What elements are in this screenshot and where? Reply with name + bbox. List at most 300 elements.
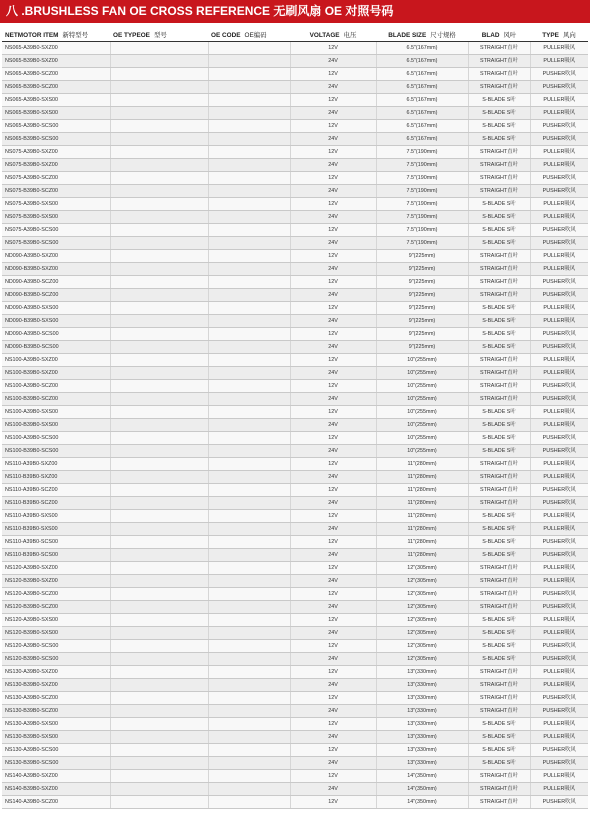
- cell-netmotor-item: NS100-A39B0-SCS00: [2, 432, 110, 445]
- cell-type: PUSHER吹风: [530, 601, 588, 614]
- cell-oe-type: [110, 263, 208, 276]
- cell-netmotor-item: NS130-A39B0-SXS00: [2, 718, 110, 731]
- cell-voltage: 12V: [290, 770, 376, 783]
- table-row: [2, 562, 588, 575]
- cell-voltage: 24V: [290, 471, 376, 484]
- cross-reference-table-wrapper: [2, 27, 588, 809]
- cell-oe-type: [110, 185, 208, 198]
- cell-type: PUSHER吹风: [530, 796, 588, 809]
- cell-blade: S-BLADE S叶: [468, 237, 530, 250]
- table-row: [2, 133, 588, 146]
- cell-blade-size: 12"(305mm): [376, 614, 468, 627]
- cell-oe-code: [208, 328, 290, 341]
- cell-blade: STRAIGHT直叶: [468, 185, 530, 198]
- cell-voltage: 12V: [290, 276, 376, 289]
- cell-type: PUSHER吹风: [530, 640, 588, 653]
- cell-netmotor-item: NS100-B39B0-SCS00: [2, 445, 110, 458]
- cell-type: PULLER吸风: [530, 458, 588, 471]
- cell-type: PULLER吸风: [530, 146, 588, 159]
- cell-blade-size: 10"(255mm): [376, 393, 468, 406]
- cell-oe-code: [208, 302, 290, 315]
- cell-voltage: 24V: [290, 601, 376, 614]
- cell-type: PUSHER吹风: [530, 185, 588, 198]
- cell-oe-code: [208, 354, 290, 367]
- cell-oe-code: [208, 185, 290, 198]
- cell-blade: S-BLADE S叶: [468, 198, 530, 211]
- cell-oe-type: [110, 497, 208, 510]
- cell-netmotor-item: NS100-A39B0-SXZ00: [2, 354, 110, 367]
- cell-voltage: 12V: [290, 354, 376, 367]
- cell-oe-code: [208, 588, 290, 601]
- cell-blade: S-BLADE S叶: [468, 536, 530, 549]
- cell-oe-code: [208, 211, 290, 224]
- cell-voltage: 12V: [290, 42, 376, 55]
- cell-type: PUSHER吹风: [530, 68, 588, 81]
- cell-oe-code: [208, 237, 290, 250]
- cell-blade-size: 7.5"(190mm): [376, 159, 468, 172]
- cell-blade: S-BLADE S叶: [468, 653, 530, 666]
- cell-blade-size: 12"(305mm): [376, 653, 468, 666]
- table-body: [2, 42, 588, 809]
- cell-oe-code: [208, 172, 290, 185]
- cell-type: PULLER吸风: [530, 55, 588, 68]
- cell-blade: STRAIGHT直叶: [468, 705, 530, 718]
- cell-oe-code: [208, 770, 290, 783]
- cell-netmotor-item: NS120-B39B0-SXZ00: [2, 575, 110, 588]
- cell-voltage: 24V: [290, 185, 376, 198]
- table-row: [2, 211, 588, 224]
- header-voltage: VOLTAGE 电压: [290, 27, 376, 42]
- table-row: [2, 653, 588, 666]
- cell-voltage: 24V: [290, 445, 376, 458]
- table-row: [2, 497, 588, 510]
- table-row: [2, 198, 588, 211]
- cell-oe-code: [208, 263, 290, 276]
- cell-oe-code: [208, 679, 290, 692]
- cell-type: PULLER吸风: [530, 198, 588, 211]
- cell-netmotor-item: NS100-A39B0-SCZ00: [2, 380, 110, 393]
- cell-netmotor-item: NS140-B39B0-SXZ00: [2, 783, 110, 796]
- cell-oe-type: [110, 42, 208, 55]
- cell-blade: S-BLADE S叶: [468, 224, 530, 237]
- cell-blade-size: 13"(330mm): [376, 718, 468, 731]
- cell-voltage: 24V: [290, 523, 376, 536]
- cell-oe-code: [208, 523, 290, 536]
- cell-blade: STRAIGHT直叶: [468, 601, 530, 614]
- cell-voltage: 12V: [290, 380, 376, 393]
- cell-voltage: 12V: [290, 250, 376, 263]
- cell-blade-size: 12"(305mm): [376, 640, 468, 653]
- table-row: [2, 159, 588, 172]
- cell-oe-type: [110, 250, 208, 263]
- cell-oe-type: [110, 133, 208, 146]
- cell-type: PULLER吸风: [530, 159, 588, 172]
- cell-type: PULLER吸风: [530, 107, 588, 120]
- cell-blade-size: 6.5"(167mm): [376, 42, 468, 55]
- cell-blade: S-BLADE S叶: [468, 718, 530, 731]
- table-row: [2, 341, 588, 354]
- cell-blade: S-BLADE S叶: [468, 419, 530, 432]
- cell-type: PUSHER吹风: [530, 757, 588, 770]
- cell-voltage: 24V: [290, 315, 376, 328]
- cell-blade: S-BLADE S叶: [468, 510, 530, 523]
- cell-netmotor-item: NS110-B39B0-SXZ00: [2, 471, 110, 484]
- cell-type: PUSHER吹风: [530, 380, 588, 393]
- cell-type: PUSHER吹风: [530, 588, 588, 601]
- cell-netmotor-item: NS065-B39B0-SXZ00: [2, 55, 110, 68]
- cell-blade-size: 11"(280mm): [376, 484, 468, 497]
- cell-oe-type: [110, 783, 208, 796]
- table-row: [2, 770, 588, 783]
- cell-netmotor-item: NS110-A39B0-SCZ00: [2, 484, 110, 497]
- cell-blade: STRAIGHT直叶: [468, 276, 530, 289]
- header-oe-code: OE CODE OE编码: [208, 27, 290, 42]
- cell-type: PUSHER吹风: [530, 692, 588, 705]
- cell-oe-type: [110, 81, 208, 94]
- table-row: [2, 484, 588, 497]
- cell-oe-code: [208, 705, 290, 718]
- cell-voltage: 24V: [290, 575, 376, 588]
- cell-blade-size: 11"(280mm): [376, 549, 468, 562]
- table-row: [2, 237, 588, 250]
- cell-netmotor-item: ND090-B39B0-SCZ00: [2, 289, 110, 302]
- cell-type: PULLER吸风: [530, 627, 588, 640]
- cell-oe-type: [110, 146, 208, 159]
- cell-type: PUSHER吹风: [530, 81, 588, 94]
- table-row: [2, 614, 588, 627]
- cell-oe-type: [110, 328, 208, 341]
- cell-blade: STRAIGHT直叶: [468, 263, 530, 276]
- table-row: [2, 250, 588, 263]
- cell-netmotor-item: NS140-A39B0-SXZ00: [2, 770, 110, 783]
- table-row: [2, 172, 588, 185]
- cell-oe-type: [110, 302, 208, 315]
- cell-netmotor-item: NS065-B39B0-SXS00: [2, 107, 110, 120]
- cell-netmotor-item: NS075-B39B0-SXS00: [2, 211, 110, 224]
- cell-voltage: 24V: [290, 419, 376, 432]
- cell-voltage: 24V: [290, 81, 376, 94]
- cell-type: PUSHER吹风: [530, 653, 588, 666]
- cell-voltage: 24V: [290, 757, 376, 770]
- cell-oe-type: [110, 523, 208, 536]
- cell-voltage: 24V: [290, 367, 376, 380]
- table-row: [2, 731, 588, 744]
- cell-blade-size: 9"(225mm): [376, 276, 468, 289]
- cell-type: PULLER吸风: [530, 354, 588, 367]
- cell-oe-code: [208, 198, 290, 211]
- cell-blade: S-BLADE S叶: [468, 757, 530, 770]
- cell-netmotor-item: NS110-A39B0-SXS00: [2, 510, 110, 523]
- cell-oe-type: [110, 107, 208, 120]
- cell-oe-code: [208, 341, 290, 354]
- cell-blade: STRAIGHT直叶: [468, 562, 530, 575]
- cell-oe-code: [208, 718, 290, 731]
- cell-blade: S-BLADE S叶: [468, 406, 530, 419]
- table-header: [2, 27, 588, 42]
- cell-netmotor-item: NS075-A39B0-SXZ00: [2, 146, 110, 159]
- table-row: [2, 432, 588, 445]
- cell-oe-code: [208, 133, 290, 146]
- cell-oe-type: [110, 380, 208, 393]
- cell-voltage: 24V: [290, 237, 376, 250]
- cell-oe-code: [208, 380, 290, 393]
- cell-blade: S-BLADE S叶: [468, 627, 530, 640]
- cell-netmotor-item: NS065-A39B0-SCZ00: [2, 68, 110, 81]
- cell-voltage: 24V: [290, 393, 376, 406]
- cell-netmotor-item: NS065-A39B0-SXZ00: [2, 42, 110, 55]
- cell-blade-size: 10"(255mm): [376, 406, 468, 419]
- cell-oe-type: [110, 718, 208, 731]
- cell-oe-type: [110, 757, 208, 770]
- cell-oe-type: [110, 601, 208, 614]
- cell-type: PUSHER吹风: [530, 172, 588, 185]
- cell-blade-size: 9"(225mm): [376, 250, 468, 263]
- cell-type: PULLER吸风: [530, 42, 588, 55]
- cell-oe-code: [208, 757, 290, 770]
- cell-oe-code: [208, 744, 290, 757]
- cell-oe-type: [110, 510, 208, 523]
- cell-oe-type: [110, 120, 208, 133]
- cell-type: PUSHER吹风: [530, 705, 588, 718]
- table-row: [2, 471, 588, 484]
- cell-netmotor-item: ND090-B39B0-SXS00: [2, 315, 110, 328]
- cell-netmotor-item: NS065-A39B0-SXS00: [2, 94, 110, 107]
- cell-netmotor-item: NS120-A39B0-SCS00: [2, 640, 110, 653]
- cell-netmotor-item: NS130-B39B0-SCS00: [2, 757, 110, 770]
- cell-voltage: 24V: [290, 55, 376, 68]
- cell-type: PULLER吸风: [530, 718, 588, 731]
- cell-oe-type: [110, 276, 208, 289]
- cell-oe-type: [110, 393, 208, 406]
- cell-type: PULLER吸风: [530, 471, 588, 484]
- cell-voltage: 24V: [290, 159, 376, 172]
- cell-oe-type: [110, 406, 208, 419]
- cell-blade-size: 9"(225mm): [376, 315, 468, 328]
- cell-blade: STRAIGHT直叶: [468, 783, 530, 796]
- cell-oe-code: [208, 432, 290, 445]
- cell-type: PULLER吸风: [530, 770, 588, 783]
- cell-type: PULLER吸风: [530, 419, 588, 432]
- cell-blade: STRAIGHT直叶: [468, 146, 530, 159]
- cell-voltage: 24V: [290, 549, 376, 562]
- cell-voltage: 12V: [290, 510, 376, 523]
- cell-oe-type: [110, 419, 208, 432]
- cell-netmotor-item: NS100-B39B0-SCZ00: [2, 393, 110, 406]
- cell-type: PUSHER吹风: [530, 224, 588, 237]
- cell-type: PUSHER吹风: [530, 445, 588, 458]
- cell-voltage: 12V: [290, 562, 376, 575]
- cell-oe-code: [208, 289, 290, 302]
- cell-type: PUSHER吹风: [530, 341, 588, 354]
- cell-blade: S-BLADE S叶: [468, 315, 530, 328]
- cell-blade: S-BLADE S叶: [468, 341, 530, 354]
- cell-blade-size: 10"(255mm): [376, 445, 468, 458]
- table-row: [2, 380, 588, 393]
- cell-blade: STRAIGHT直叶: [468, 484, 530, 497]
- cell-oe-type: [110, 445, 208, 458]
- table-row: [2, 146, 588, 159]
- cell-type: PUSHER吹风: [530, 744, 588, 757]
- cell-netmotor-item: NS130-B39B0-SCZ00: [2, 705, 110, 718]
- table-row: [2, 549, 588, 562]
- cell-oe-type: [110, 731, 208, 744]
- cell-blade-size: 6.5"(167mm): [376, 133, 468, 146]
- cell-blade: S-BLADE S叶: [468, 445, 530, 458]
- cell-netmotor-item: NS130-B39B0-SXZ00: [2, 679, 110, 692]
- cell-blade: STRAIGHT直叶: [468, 796, 530, 809]
- cell-blade: S-BLADE S叶: [468, 133, 530, 146]
- cell-netmotor-item: NS065-B39B0-SCZ00: [2, 81, 110, 94]
- cell-blade-size: 12"(305mm): [376, 562, 468, 575]
- cell-type: PULLER吸风: [530, 562, 588, 575]
- cell-netmotor-item: NS075-A39B0-SXS00: [2, 198, 110, 211]
- cell-voltage: 24V: [290, 783, 376, 796]
- cell-blade: S-BLADE S叶: [468, 640, 530, 653]
- cell-blade-size: 11"(280mm): [376, 497, 468, 510]
- table-row: [2, 783, 588, 796]
- table-row: [2, 458, 588, 471]
- cell-netmotor-item: ND090-A39B0-SCS00: [2, 328, 110, 341]
- cell-blade: S-BLADE S叶: [468, 107, 530, 120]
- cell-blade: S-BLADE S叶: [468, 432, 530, 445]
- cell-blade-size: 13"(330mm): [376, 705, 468, 718]
- cell-type: PUSHER吹风: [530, 484, 588, 497]
- cell-blade-size: 9"(225mm): [376, 328, 468, 341]
- cell-blade-size: 11"(280mm): [376, 510, 468, 523]
- cell-voltage: 12V: [290, 432, 376, 445]
- cell-oe-code: [208, 536, 290, 549]
- cell-netmotor-item: NS120-B39B0-SXS00: [2, 627, 110, 640]
- cell-type: PUSHER吹风: [530, 289, 588, 302]
- table-row: [2, 55, 588, 68]
- cell-netmotor-item: NS130-A39B0-SXZ00: [2, 666, 110, 679]
- cell-type: PUSHER吹风: [530, 549, 588, 562]
- cell-blade-size: 14"(350mm): [376, 770, 468, 783]
- cell-voltage: 12V: [290, 536, 376, 549]
- cell-blade-size: 7.5"(190mm): [376, 211, 468, 224]
- cell-netmotor-item: ND090-A39B0-SXZ00: [2, 250, 110, 263]
- cell-blade: S-BLADE S叶: [468, 549, 530, 562]
- cell-blade-size: 6.5"(167mm): [376, 107, 468, 120]
- cell-blade: S-BLADE S叶: [468, 120, 530, 133]
- cell-type: PUSHER吹风: [530, 276, 588, 289]
- cell-oe-code: [208, 471, 290, 484]
- cell-blade-size: 12"(305mm): [376, 627, 468, 640]
- cell-blade: STRAIGHT直叶: [468, 42, 530, 55]
- cell-oe-code: [208, 562, 290, 575]
- table-row: [2, 588, 588, 601]
- cell-voltage: 12V: [290, 68, 376, 81]
- cell-blade: STRAIGHT直叶: [468, 159, 530, 172]
- table-header-row: [2, 27, 588, 42]
- cell-voltage: 12V: [290, 718, 376, 731]
- cell-type: PUSHER吹风: [530, 328, 588, 341]
- table-row: [2, 354, 588, 367]
- cell-blade-size: 11"(280mm): [376, 536, 468, 549]
- header-type: TYPE 风向: [530, 27, 588, 42]
- cell-blade: STRAIGHT直叶: [468, 367, 530, 380]
- cell-oe-type: [110, 172, 208, 185]
- cell-blade-size: 12"(305mm): [376, 588, 468, 601]
- cell-netmotor-item: NS120-A39B0-SXZ00: [2, 562, 110, 575]
- cell-blade-size: 13"(330mm): [376, 666, 468, 679]
- cell-voltage: 12V: [290, 796, 376, 809]
- cell-voltage: 24V: [290, 211, 376, 224]
- cell-blade-size: 14"(350mm): [376, 783, 468, 796]
- cell-voltage: 12V: [290, 744, 376, 757]
- cell-blade-size: 10"(255mm): [376, 419, 468, 432]
- cell-netmotor-item: ND090-B39B0-SXZ00: [2, 263, 110, 276]
- cell-blade: S-BLADE S叶: [468, 614, 530, 627]
- cell-blade-size: 10"(255mm): [376, 432, 468, 445]
- cell-voltage: 12V: [290, 172, 376, 185]
- cell-oe-code: [208, 68, 290, 81]
- cell-blade: S-BLADE S叶: [468, 302, 530, 315]
- table-row: [2, 575, 588, 588]
- table-row: [2, 679, 588, 692]
- cell-blade-size: 6.5"(167mm): [376, 120, 468, 133]
- table-row: [2, 120, 588, 133]
- cell-oe-type: [110, 562, 208, 575]
- cell-oe-code: [208, 549, 290, 562]
- cell-type: PUSHER吹风: [530, 133, 588, 146]
- table-row: [2, 627, 588, 640]
- cell-type: PULLER吸风: [530, 406, 588, 419]
- table-row: [2, 94, 588, 107]
- table-row: [2, 536, 588, 549]
- cell-netmotor-item: NS110-B39B0-SCZ00: [2, 497, 110, 510]
- cell-netmotor-item: NS100-A39B0-SXS00: [2, 406, 110, 419]
- cell-oe-type: [110, 640, 208, 653]
- cell-netmotor-item: NS120-B39B0-SCS00: [2, 653, 110, 666]
- cell-voltage: 12V: [290, 94, 376, 107]
- header-netmotor-item: NETMOTOR ITEM 新特型号: [2, 27, 110, 42]
- cell-oe-type: [110, 549, 208, 562]
- cell-blade-size: 9"(225mm): [376, 263, 468, 276]
- cell-blade: S-BLADE S叶: [468, 328, 530, 341]
- cell-oe-code: [208, 81, 290, 94]
- cell-type: PUSHER吹风: [530, 237, 588, 250]
- cell-blade: STRAIGHT直叶: [468, 679, 530, 692]
- cell-netmotor-item: NS140-A39B0-SCZ00: [2, 796, 110, 809]
- cell-oe-code: [208, 510, 290, 523]
- table-row: [2, 744, 588, 757]
- cell-voltage: 12V: [290, 120, 376, 133]
- cell-oe-type: [110, 588, 208, 601]
- cell-netmotor-item: NS065-A39B0-SCS00: [2, 120, 110, 133]
- cell-blade: STRAIGHT直叶: [468, 393, 530, 406]
- cell-oe-code: [208, 276, 290, 289]
- cell-blade: STRAIGHT直叶: [468, 354, 530, 367]
- table-row: [2, 523, 588, 536]
- cell-netmotor-item: NS100-B39B0-SXZ00: [2, 367, 110, 380]
- cell-oe-type: [110, 68, 208, 81]
- cell-oe-type: [110, 744, 208, 757]
- cell-blade-size: 6.5"(167mm): [376, 55, 468, 68]
- cell-oe-type: [110, 458, 208, 471]
- cell-blade-size: 6.5"(167mm): [376, 81, 468, 94]
- cell-voltage: 12V: [290, 224, 376, 237]
- cell-blade-size: 10"(255mm): [376, 367, 468, 380]
- header-blade: BLAD 风叶: [468, 27, 530, 42]
- cell-blade-size: 11"(280mm): [376, 458, 468, 471]
- cell-blade: STRAIGHT直叶: [468, 692, 530, 705]
- cell-blade-size: 9"(225mm): [376, 302, 468, 315]
- cell-type: PULLER吸风: [530, 575, 588, 588]
- table-row: [2, 107, 588, 120]
- cell-voltage: 24V: [290, 679, 376, 692]
- cell-type: PUSHER吹风: [530, 536, 588, 549]
